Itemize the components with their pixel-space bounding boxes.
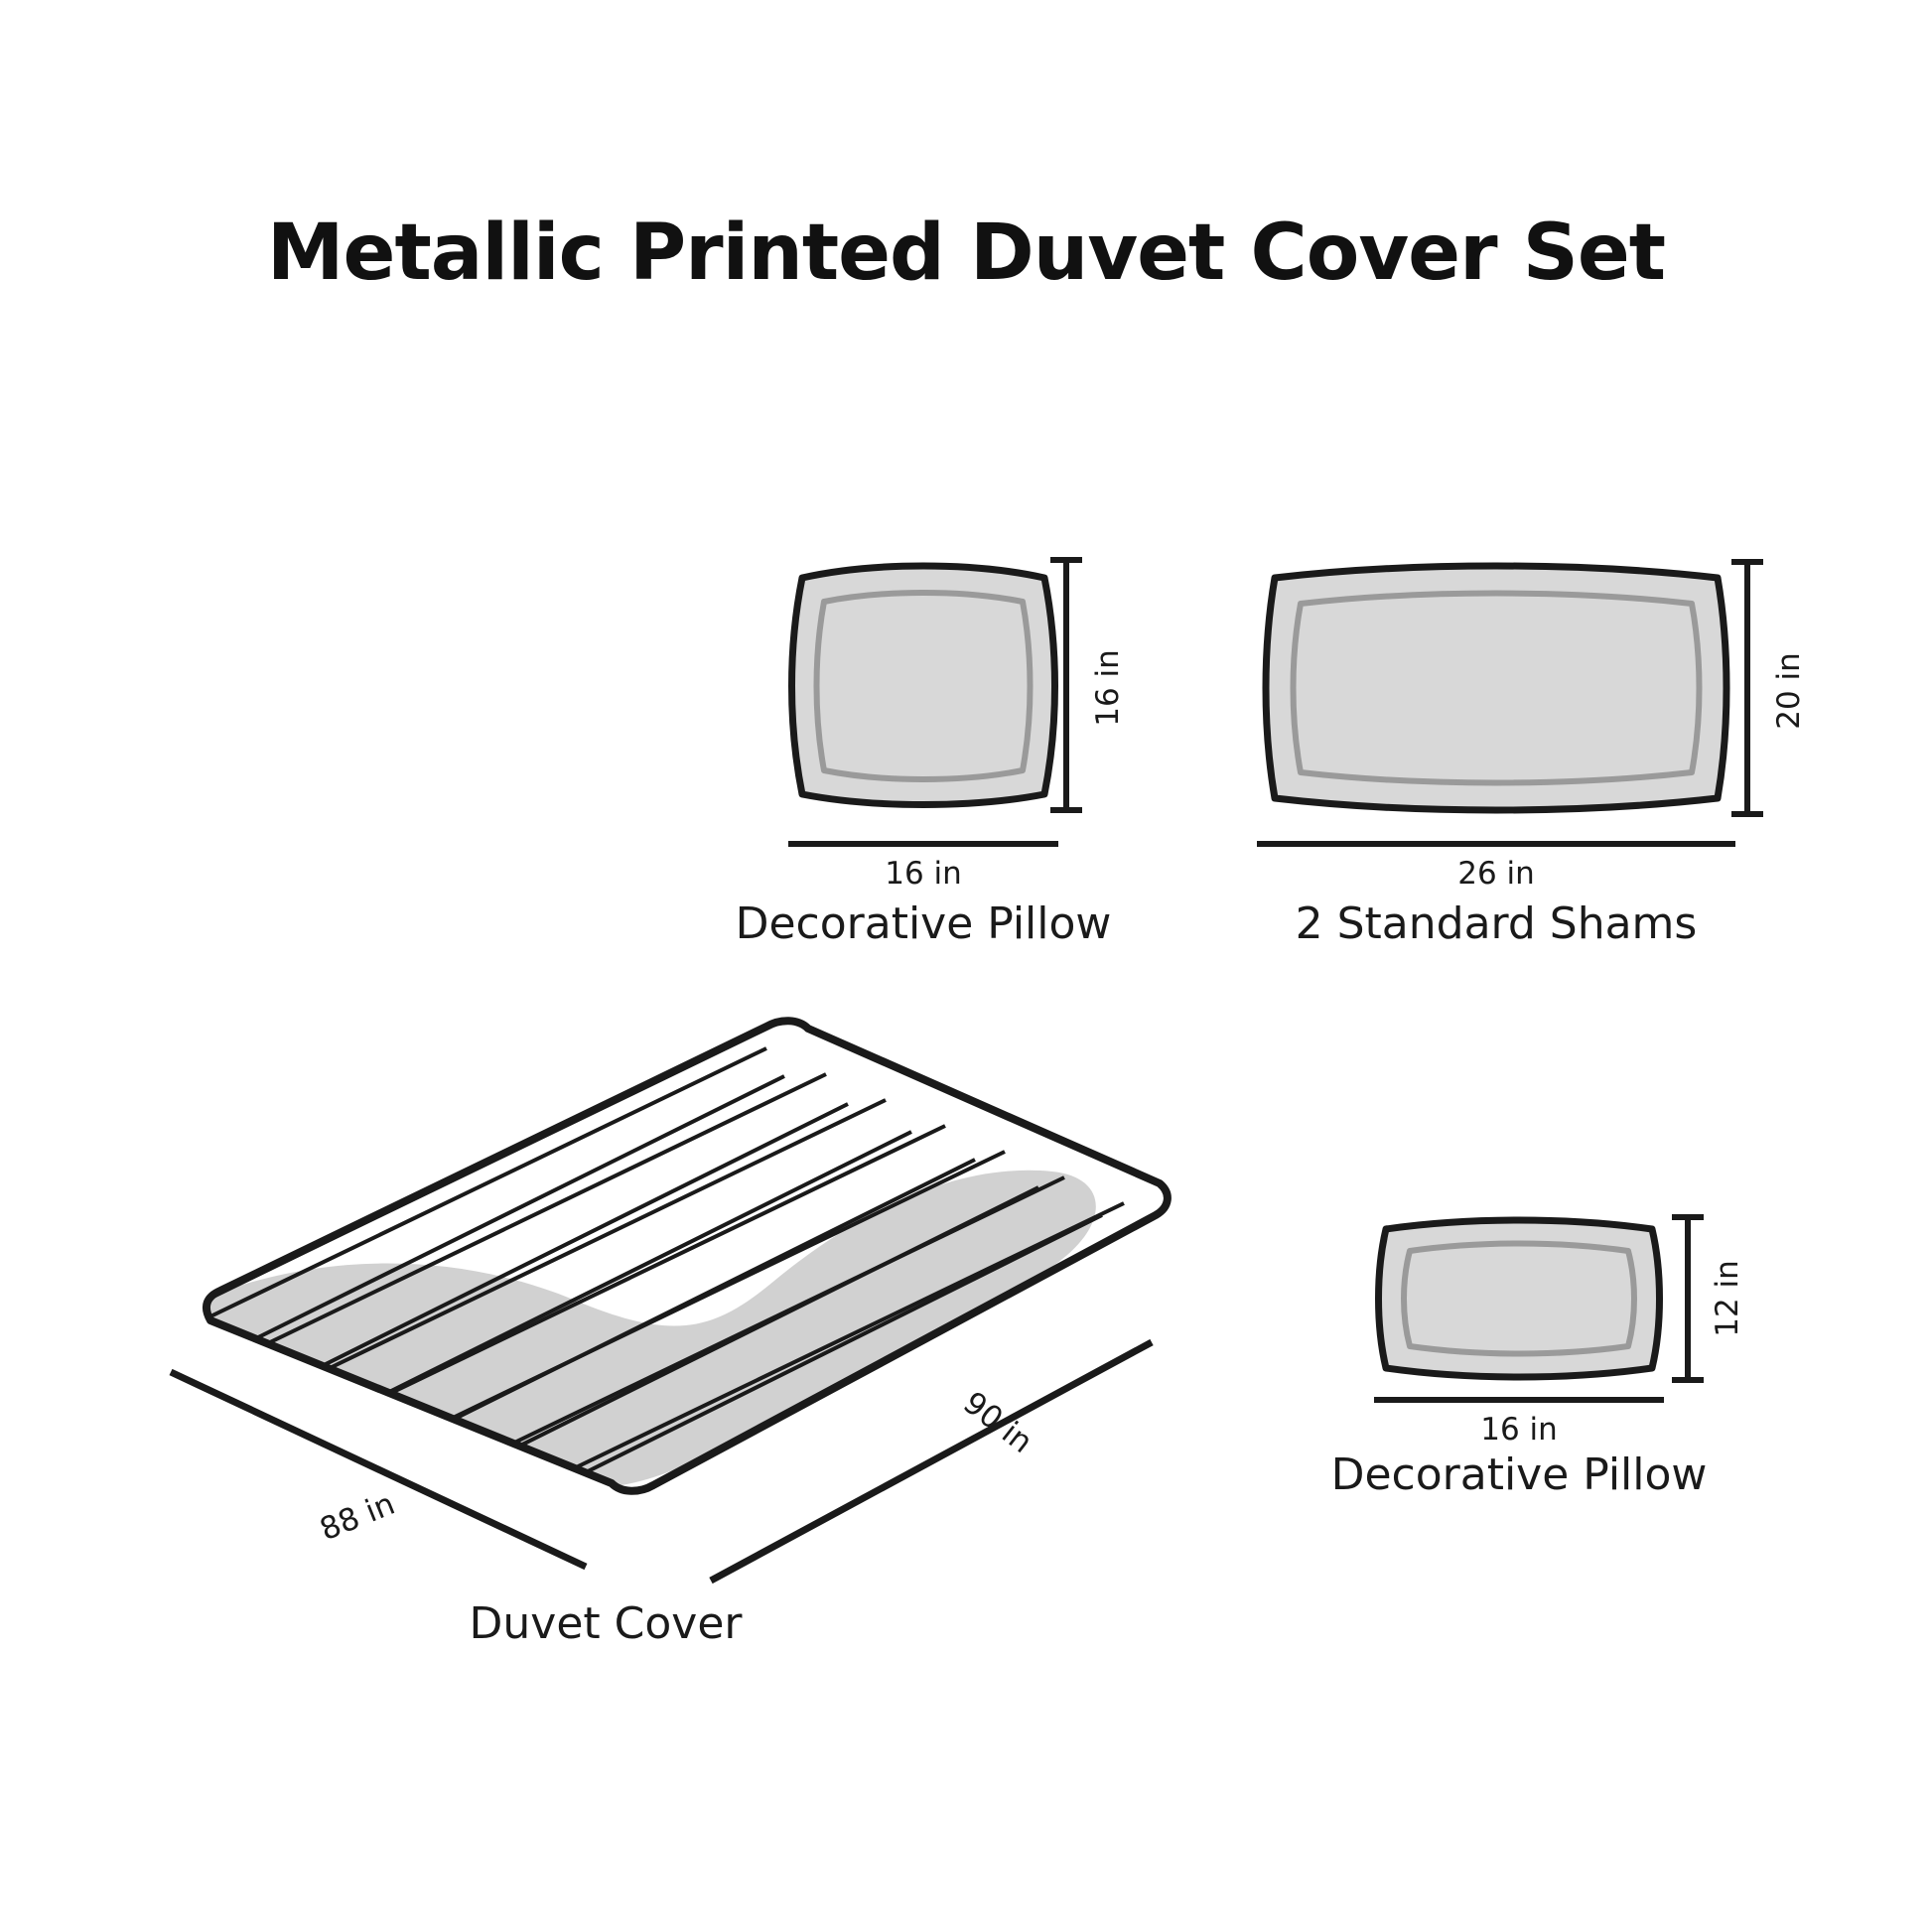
decorative-pillow-square-height-dim [1046,556,1086,814]
standard-shams-figure [1253,558,1739,818]
standard-shams-width-label: 26 in [1457,856,1535,892]
standard-shams-height-label: 20 in [1771,652,1807,730]
duvet-cover-width-label: 88 in [315,1485,400,1549]
decorative-pillow-rect-height-label: 12 in [1710,1260,1745,1337]
decorative-pillow-rect-caption: Decorative Pillow [1330,1449,1708,1500]
duvet-cover-caption: Duvet Cover [469,1598,743,1649]
decorative-pillow-rect-width-label: 16 in [1480,1412,1558,1448]
decorative-pillow-square-width-label: 16 in [885,856,962,892]
standard-shams-width-dim [1253,834,1739,854]
decorative-pillow-rect-width-dim [1370,1390,1668,1410]
decorative-pillow-rect-height-dim [1668,1213,1708,1384]
decorative-pillow-rect-figure [1370,1213,1668,1384]
decorative-pillow-square-figure [784,556,1062,814]
standard-shams-height-dim [1727,558,1767,818]
page-title: Metallic Printed Duvet Cover Set [266,208,1666,298]
decorative-pillow-square-height-label: 16 in [1090,649,1126,727]
duvet-cover-depth-label: 90 in [956,1384,1039,1461]
decorative-pillow-square-caption: Decorative Pillow [735,898,1112,949]
standard-shams-caption: 2 Standard Shams [1295,898,1698,949]
decorative-pillow-square-width-dim [784,834,1062,854]
